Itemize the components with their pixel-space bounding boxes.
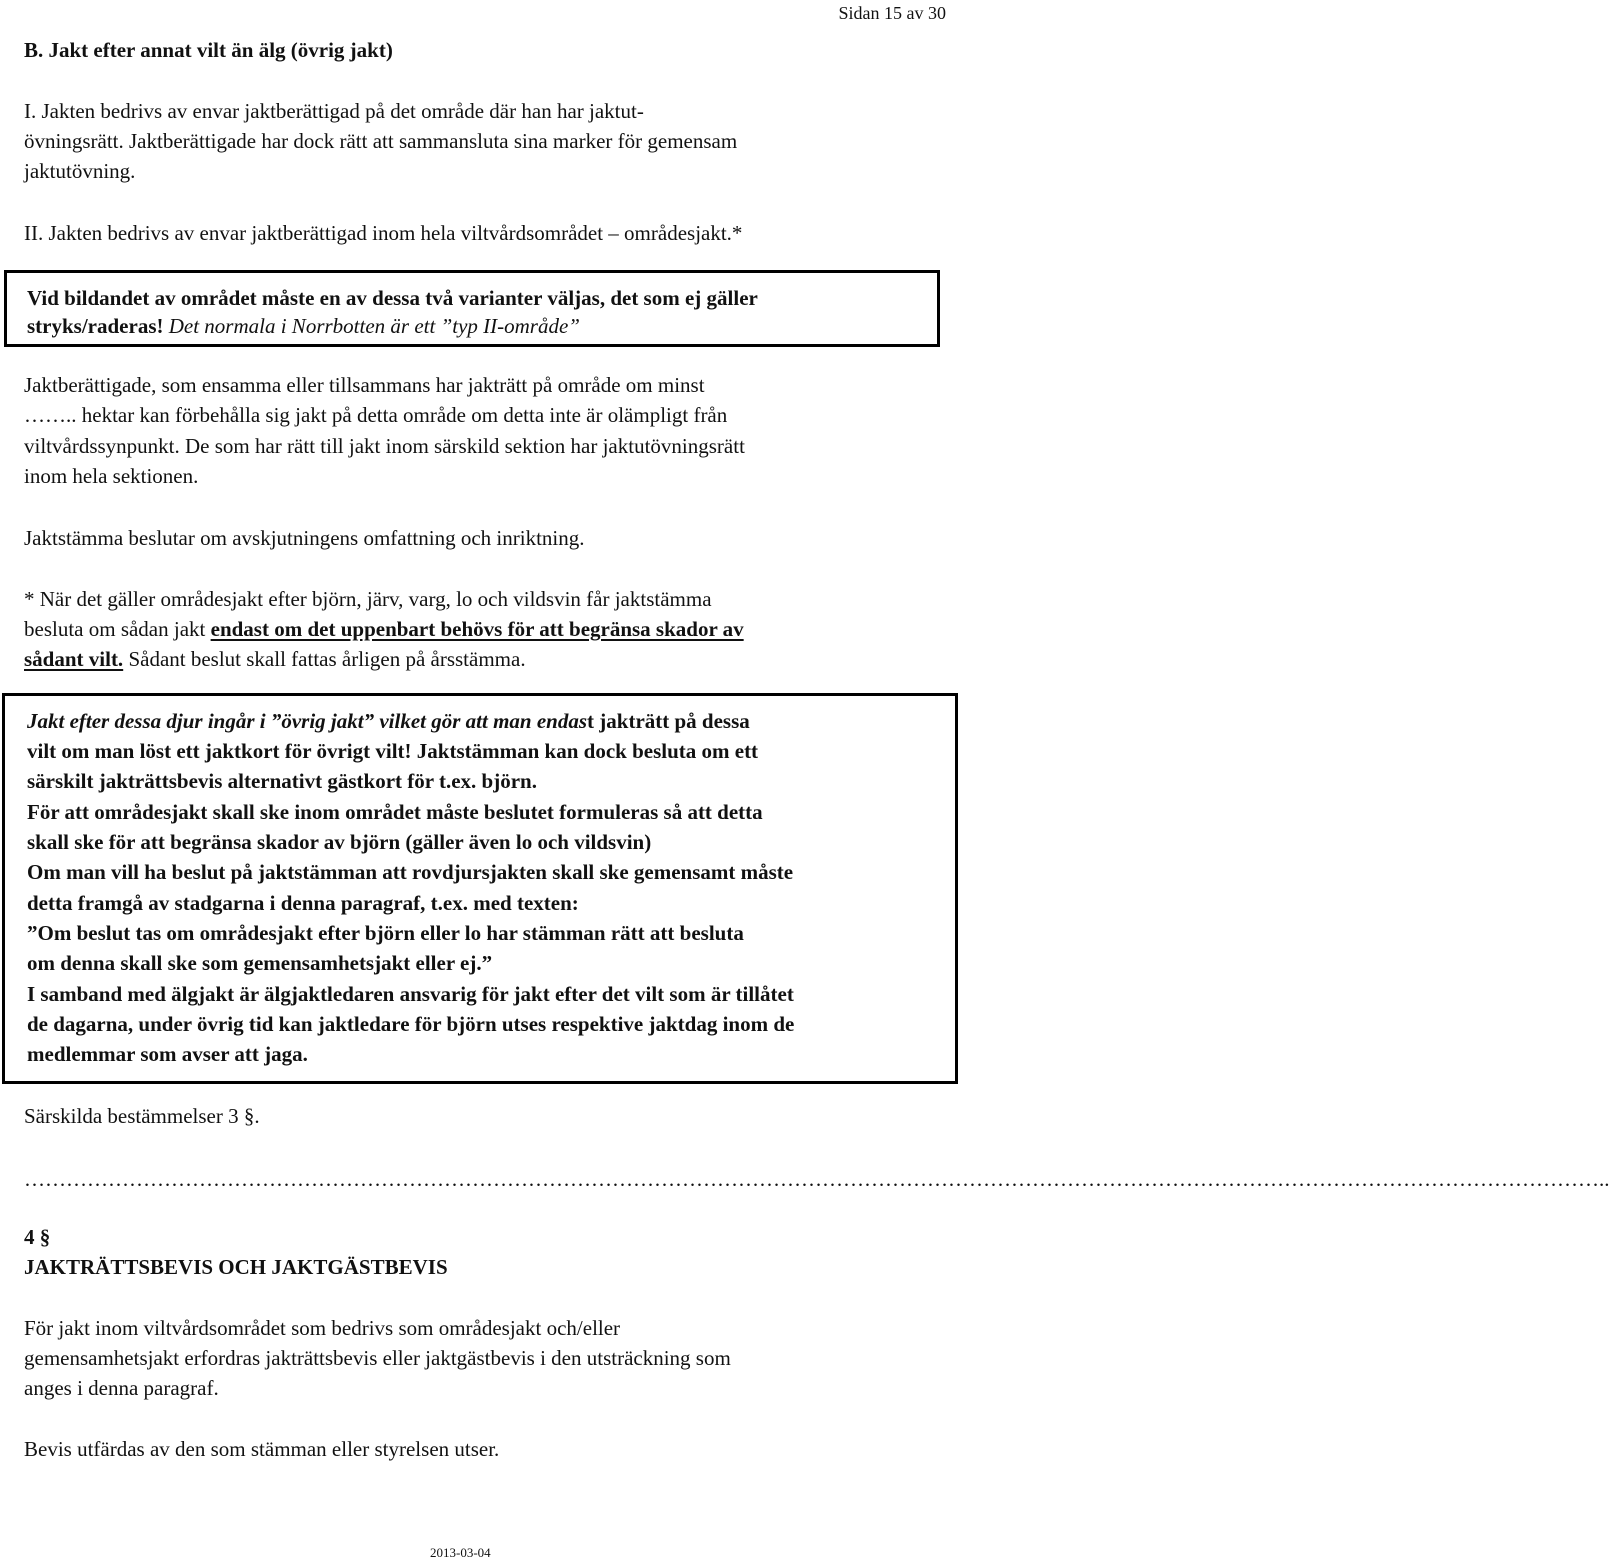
text-span: besluta om sådan jakt xyxy=(24,617,211,641)
text-line: inom hela sektionen. xyxy=(24,464,199,488)
text-span: Sådant beslut skall fattas årligen på årsstämma. xyxy=(123,647,526,671)
page-number: Sidan 15 av 30 xyxy=(838,3,946,23)
info-line: För att områdesjakt skall ske inom området måste beslutet formuleras så att detta xyxy=(27,800,763,824)
text-line: viltvårdssynpunkt. De som har rätt till jakt inom särskild sektion har jaktutövningsrätt xyxy=(24,434,745,458)
text-line: Jaktberättigade, som ensamma eller tillsammans har jakträtt på område om minst xyxy=(24,373,705,397)
notice-line-1: Vid bildandet av området måste en av dessa två varianter väljas, det som ej gäller xyxy=(27,286,758,310)
text-line: För jakt inom viltvårdsområdet som bedrivs som områdesjakt och/eller xyxy=(24,1316,621,1340)
info-line: medlemmar som avser att jaga. xyxy=(27,1042,308,1066)
notice-italic: Det normala i Norrbotten är ett ”typ II-område” xyxy=(163,314,580,338)
info-line: om denna skall ske som gemensamhetsjakt eller ej.” xyxy=(27,951,493,975)
special-provisions-label: Särskilda bestämmelser 3 §. xyxy=(24,1104,260,1128)
info-line-1 xyxy=(27,706,750,736)
info-line: detta framgå av stadgarna i denna paragraf, t.ex. med texten: xyxy=(27,891,579,915)
notice-line-2 xyxy=(27,311,580,341)
text-line: * När det gäller områdesjakt efter björn, järv, varg, lo och vildsvin får jaktstämma xyxy=(24,587,712,611)
text-line xyxy=(24,644,526,674)
text-line: I. Jakten bedrivs av envar jaktberättigad på det område där han har jaktut- xyxy=(24,99,644,123)
info-line: skall ske för att begränsa skador av björn (gäller även lo och vildsvin) xyxy=(27,830,652,854)
emphasis-underlined: endast om det uppenbart behövs för att begränsa skador av xyxy=(210,617,744,641)
info-line: särskilt jakträttsbevis alternativt gästkort för t.ex. björn. xyxy=(27,769,537,793)
meeting-paragraph: Jaktstämma beslutar om avskjutningens omfattning och inriktning. xyxy=(24,526,585,550)
notice-box xyxy=(4,270,940,347)
text-line xyxy=(24,614,744,644)
variant-2-paragraph: II. Jakten bedrivs av envar jaktberättigad inom hela viltvårdsområdet – områdesjakt.* xyxy=(24,221,743,245)
info-italic: Jakt efter dessa djur ingår i ”övrig jakt” vilket gör att man endas xyxy=(27,709,588,733)
section-title: B. Jakt efter annat vilt än älg (övrig jakt) xyxy=(24,38,393,62)
info-box xyxy=(2,693,958,1084)
text-line: gemensamhetsjakt erfordras jakträttsbevis eller jaktgästbevis i den utsträckning som xyxy=(24,1346,731,1370)
text-line: övningsrätt. Jaktberättigade har dock rätt att sammansluta sina marker för gemensam xyxy=(24,129,738,153)
text-line: jaktutövning. xyxy=(24,159,136,183)
text-line: …….. hektar kan förbehålla sig jakt på detta område om detta inte är olämpligt från xyxy=(24,403,728,427)
footer-date: 2013-03-04 xyxy=(430,1545,491,1560)
info-line: ”Om beslut tas om områdesjakt efter björn eller lo har stämman rätt att besluta xyxy=(27,921,744,945)
info-line: de dagarna, under övrig tid kan jaktledare för björn utses respektive jaktdag inom de xyxy=(27,1012,795,1036)
info-line: Om man vill ha beslut på jaktstämman att rovdjursjakten skall ske gemensamt måste xyxy=(27,860,794,884)
emphasis-underlined: sådant vilt. xyxy=(24,647,124,671)
info-line: I samband med älgjakt är älgjaktledaren ansvarig för jakt efter det vilt som är tillåtet xyxy=(27,982,794,1006)
section-heading: JAKTRÄTTSBEVIS OCH JAKTGÄSTBEVIS xyxy=(24,1255,448,1279)
issuer-paragraph: Bevis utfärdas av den som stämman eller styrelsen utser. xyxy=(24,1437,500,1461)
info-bold: t jakträtt på dessa xyxy=(587,709,750,733)
notice-emphasis: stryks/raderas! xyxy=(27,314,164,338)
section-number: 4 § xyxy=(24,1225,51,1249)
text-line: anges i denna paragraf. xyxy=(24,1376,219,1400)
blank-fill-line: ……………………………………………………………………………………………………………………………………………………………………………………………………….. xyxy=(24,1167,1610,1191)
info-line: vilt om man löst ett jaktkort för övrigt vilt! Jaktstämman kan dock besluta om ett xyxy=(27,739,759,763)
